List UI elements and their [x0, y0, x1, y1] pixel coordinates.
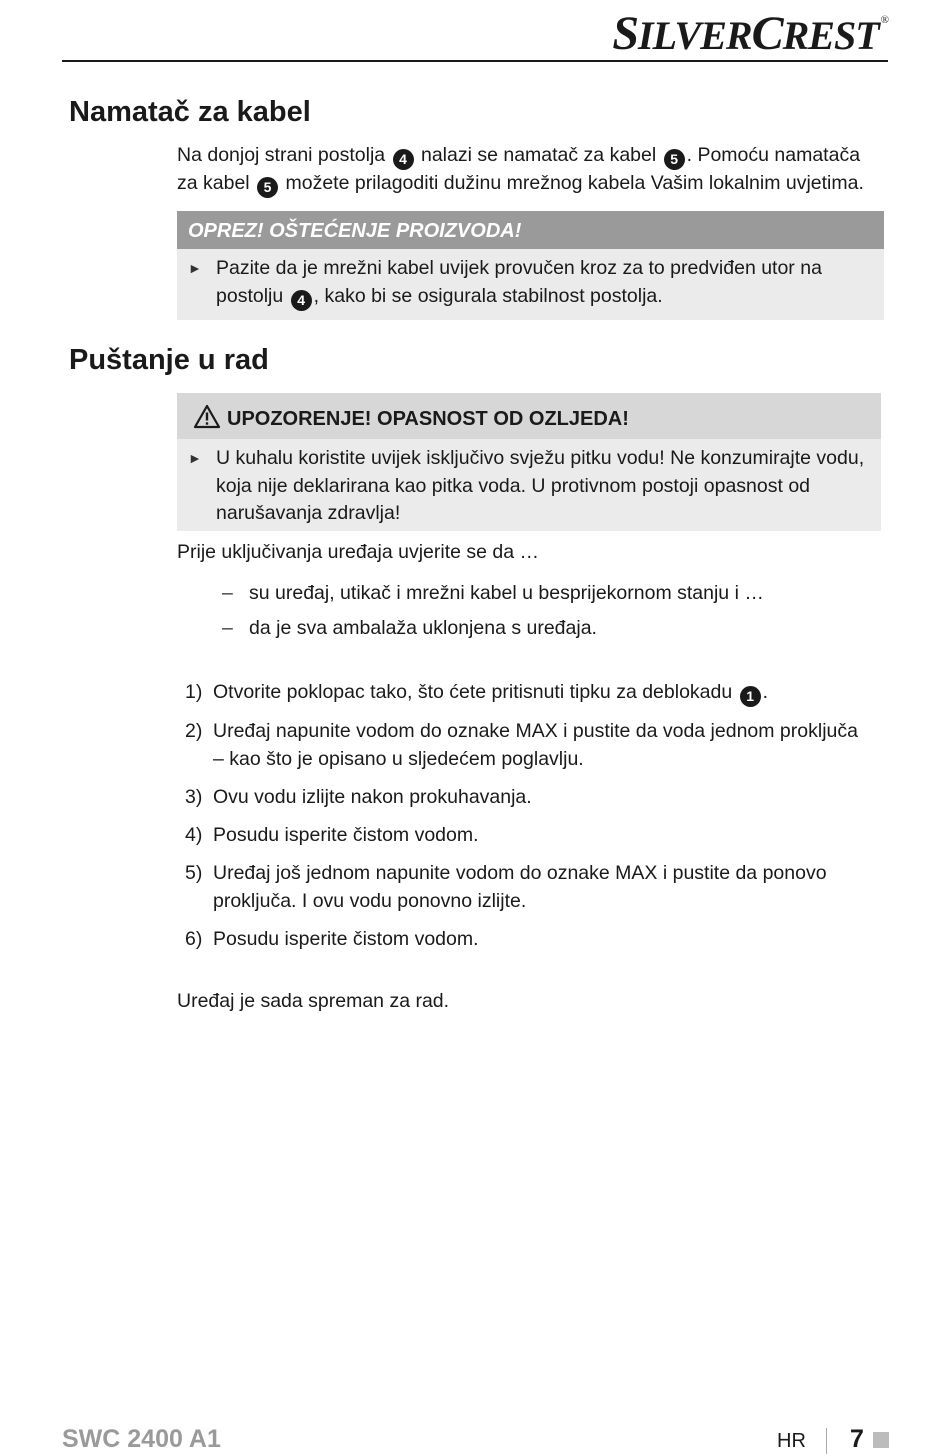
caution-box	[177, 211, 884, 320]
caution-heading: OPREZ! OŠTEĆENJE PROIZVODA!	[177, 211, 884, 249]
footer-square-icon	[873, 1432, 889, 1448]
warning-triangle-icon	[193, 404, 221, 429]
registered-mark: ®	[880, 14, 888, 26]
section-title-cable-winder: Namatač za kabel	[69, 96, 311, 128]
footer-page-number: 7	[850, 1425, 864, 1453]
dash-list-item: – da je sva ambalaža uklonjena s uređaja.	[222, 617, 597, 639]
paragraph-cable-winder: Na donjoj strani postolja 4 nalazi se namatač za kabel 5 . Pomoću namatača za kabel 5 možete prilagoditi dužinu mrežnog kabela Vašim lokalnim uvjetima.	[177, 142, 864, 198]
startup-intro: Prije uključivanja uređaja uvjerite se da …	[177, 541, 540, 563]
ref-marker-5: 5	[664, 149, 685, 170]
warning-box	[177, 393, 881, 531]
section-title-startup: Puštanje u rad	[69, 344, 269, 376]
ref-marker-4: 4	[393, 149, 414, 170]
ref-marker-1: 1	[740, 686, 761, 707]
ref-marker-4: 4	[291, 290, 312, 311]
warning-heading: UPOZORENJE! OPASNOST OD OZLJEDA!	[177, 393, 881, 439]
footer-separator	[826, 1428, 827, 1454]
startup-outro: Uređaj je sada spreman za rad.	[177, 990, 450, 1012]
ref-marker-5: 5	[257, 177, 278, 198]
arrow-right-icon: ►	[188, 450, 202, 466]
arrow-right-icon: ►	[188, 260, 202, 276]
brand-logo: SILVERCREST ®	[612, 7, 888, 60]
caution-body: ► Pazite da je mrežni kabel uvijek provučen kroz za to predviđen utor na postolju 4 , kako bi se osigurala stabilnost postolja.	[177, 249, 884, 311]
footer-language: HR	[777, 1430, 806, 1452]
warning-body: ► U kuhalu koristite uvijek isključivo svježu pitku vodu! Ne konzumirajte vodu, koja nije deklarirana kao pitka voda. U protivnom postoji opasnost od narušavanja zdravlja!	[188, 447, 865, 524]
header-rule	[62, 60, 888, 62]
dash-list-item: – su uređaj, utikač i mrežni kabel u besprijekornom stanju i …	[222, 582, 764, 604]
footer-model: SWC 2400 A1	[62, 1425, 221, 1453]
